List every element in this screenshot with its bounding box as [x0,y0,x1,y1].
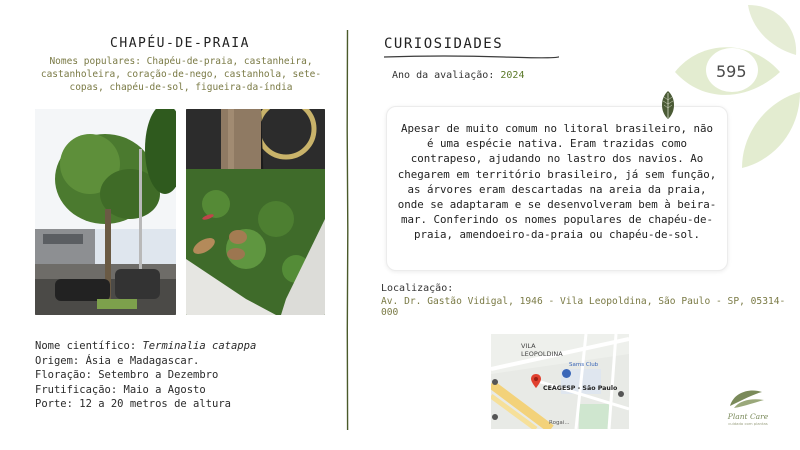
year-value: 2024 [500,70,525,81]
origin-line: Origem: Ásia e Madagascar. [35,354,200,367]
location-address[interactable]: Av. Dr. Gastão Vidigal, 1946 - Vila Leopoldina, São Paulo - SP, 05314-000 [381,296,786,318]
fruiting-line: Frutificação: Maio a Agosto [35,383,206,396]
scientific-name: Terminalia catappa [142,340,257,352]
leaf-icon [659,90,677,120]
location-map[interactable] [491,334,629,429]
scientific-name-line [35,339,256,354]
map-pin-icon [531,374,541,388]
map-target-label: CEAGESP - São Paulo [543,385,618,392]
brand-tagline: cuidado com plantas [728,421,768,426]
badge-number: 595 [716,62,747,81]
evaluation-year [392,70,524,81]
curiosities-text: Apesar de muito comum no litoral brasileiro, não é uma espécie nativa. Eram trazidas como contrapeso, ajudando no lastro dos navios. Ao chegarem em território brasileiro, já sem função, as árvores eram descartadas na areia da praia, onde se adaptaram e se desenvolveram bem à beira-mar. Conferindo os nomes populares de chapéu-de-praia, amendoeiro-da-praia ou chapéu-de-sol. [397,122,717,242]
shopping-icon [562,369,571,378]
leaf-shape-top [748,5,796,55]
tree-photo-street [35,109,176,315]
map-district-label: VILA LEOPOLDINA [521,342,563,358]
curiosities-title: CURIOSIDADES [384,36,504,52]
plant-title: CHAPÉU-DE-PRAIA [110,36,250,51]
plant-info-block [35,339,256,412]
plant-care-logo-icon [726,386,766,410]
scientific-label: Nome científico: [35,340,137,352]
leaf-shape-bottom [742,92,800,168]
flowering-line: Floração: Setembro a Dezembro [35,369,219,381]
popular-names: Nomes populares: Chapéu-de-praia, castanheira, castanholeira, coração-de-nego, castanhola, sete-copas, chapéu-de-sol, figueira-da-índia [40,56,322,93]
map-street-label: Rogai... [549,420,570,426]
location-label: Localização: [381,283,454,294]
map-place-label: Sams Club [569,362,599,368]
year-label: Ano da avaliação: [392,70,495,81]
size-line: Porte: 12 a 20 metros de altura [35,398,231,410]
tree-photo-ground [186,109,325,315]
vertical-divider [346,30,349,430]
brand-name: Plant Care [727,412,769,421]
title-underline [384,54,559,60]
curiosities-card [386,106,728,271]
